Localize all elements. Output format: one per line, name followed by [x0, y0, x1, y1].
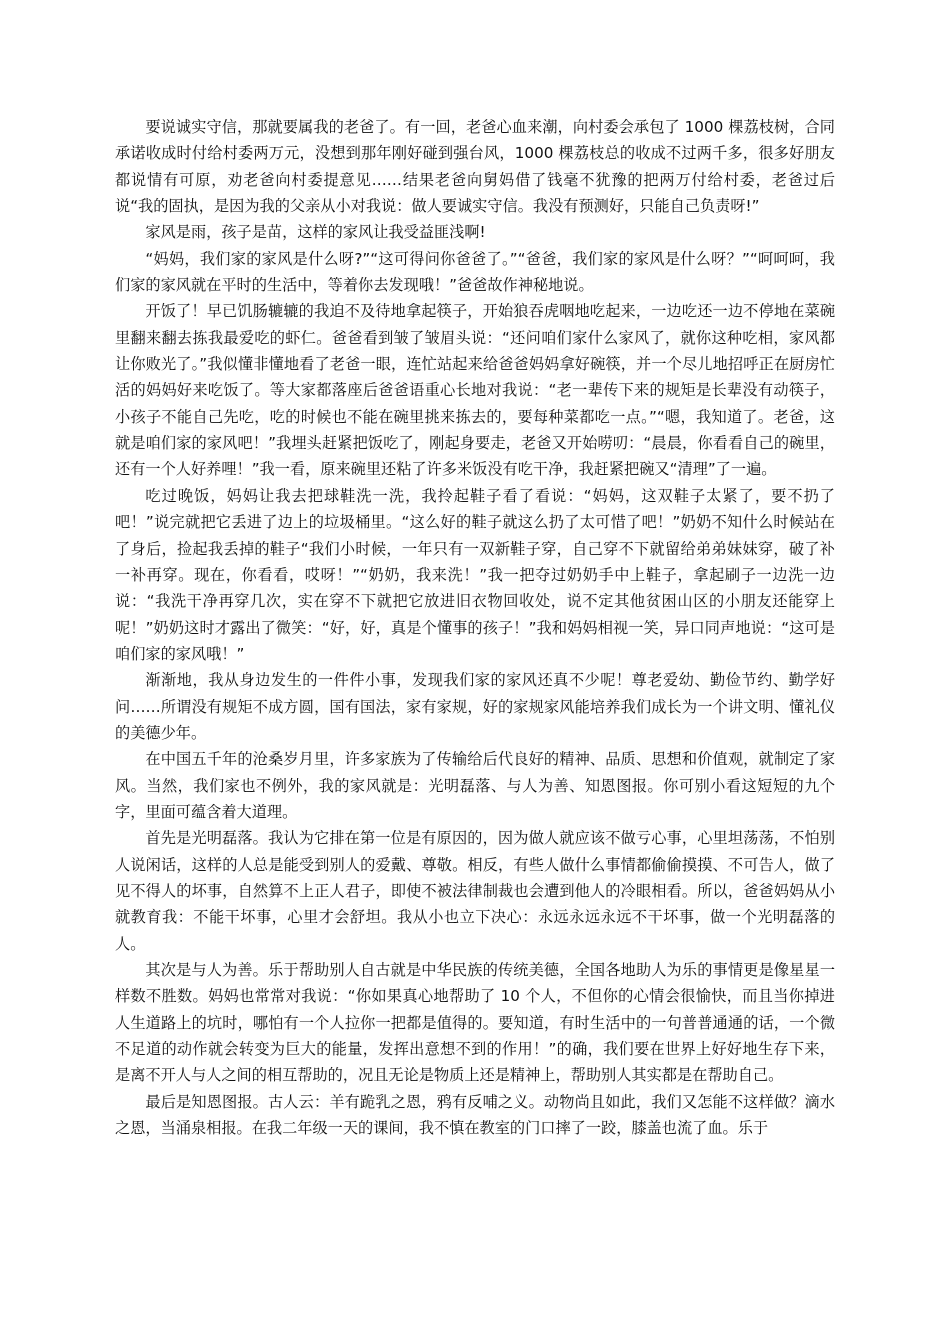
paragraph-dinner: 开饭了！早已饥肠辘辘的我迫不及待地拿起筷子，开始狼吞虎咽地吃起来，一边吃还一边不停地在菜碗里翻来翻去拣我最爱吃的虾仁。爸爸看到皱了皱眉头说：“还问咱们家什么家风了，就你这种吃相，家风都让你败光了。”我似懂非懂地看了老爸一眼，连忙站起来给爸爸妈妈拿好碗筷，并一个尽儿地招呼正在厨房忙活的妈妈好来吃饭了。等大家都落座后爸爸语重心长地对我说：“老一辈传下来的规矩是长辈没有动筷子，小孩子不能自己先吃，吃的时候也不能在碗里挑来拣去的，要每种菜都吃一点。”“嗯，我知道了。老爸，这就是咱们家的家风吧！”我埋头赶紧把饭吃了，刚起身要走，老爸又开始唠叨：“晨晨，你看看自己的碗里，还有一个人好养哩！”我一看，原来碗里还粘了许多米饭没有吃干净，我赶紧把碗又“清理”了一遍。 — [115, 302, 835, 479]
paragraph-five-thousand-years: 在中国五千年的沧桑岁月里，许多家族为了传输给后代良好的精神、品质、思想和价值观，就制定了家风。当然，我们家也不例外，我的家风就是：光明磊落、与人为善、知恩图报。你可别小看这短短的九个字，里面可蕴含着大道理。 — [115, 750, 835, 821]
paragraph-gradually: 渐渐地，我从身边发生的一件件小事，发现我们家的家风还真不少呢！尊老爱幼、勤俭节约、勤学好问……所谓没有规矩不成方圆，国有国法，家有家规，好的家规家风能培养我们成长为一个讲文明、懂礼仪的美德少年。 — [115, 671, 835, 742]
paragraph-dialogue-family-tradition: “妈妈，我们家的家风是什么呀?”“这可得问你爸爸了。”“爸爸，我们家的家风是什么呀？”“呵呵呵，我们家的家风就在平时的生活中，等着你去发现哦！”爸爸故作神秘地说。 — [115, 249, 835, 295]
paragraph-gratitude: 最后是知恩图报。古人云：羊有跪乳之恩，鸦有反哺之义。动物尚且如此，我们又怎能不这样做？滴水之恩，当涌泉相报。在我二年级一天的课间，我不慎在教室的门口摔了一跤，膝盖也流了血。乐于 — [115, 1092, 835, 1138]
paragraph-shoes: 吃过晚饭，妈妈让我去把球鞋洗一洗，我拎起鞋子看了看说：“妈妈，这双鞋子太紧了，要不扔了吧！”说完就把它丢进了边上的垃圾桶里。“这么好的鞋子就这么扔了太可惜了吧！”奶奶不知什么时候站在了身后，捡起我丢掉的鞋子“我们小时候，一年只有一双新鞋子穿，自己穿不下就留给弟弟妹妹穿，破了补一补再穿。现在，你看看，哎呀！”“奶奶，我来洗！”我一把夺过奶奶手中上鞋子，拿起刷子一边洗一边说：“我洗干净再穿几次，实在穿不下就把它放进旧衣物回收处，说不定其他贫困山区的小朋友还能穿上呢！”奶奶这时才露出了微笑：“好，好，真是个懂事的孩子！”我和妈妈相视一笑，异口同声地说：“这可是咱们家的家风哦！” — [115, 486, 835, 663]
paragraph-kindness: 其次是与人为善。乐于帮助别人自古就是中华民族的传统美德，全国各地助人为乐的事情更是像星星一样数不胜数。妈妈也常常对我说：“你如果真心地帮助了 10 个人，不但你的心情会很愉快，而且当你掉进人生道路上的坑时，哪怕有一个人拉你一把都是值得的。要知道，有时生活中的一句普普通通的话，一个微不足道的动作就会转变为巨大的能量，发挥出意想不到的作用！”的确，我们要在世界上好好地生存下来，是离不开人与人之间的相互帮助的，况且无论是物质上还是精神上，帮助别人其实都是在帮助自己。 — [115, 961, 835, 1085]
paragraph-honesty: 要说诚实守信，那就要属我的老爸了。有一回，老爸心血来潮，向村委会承包了 1000 棵荔枝树，合同承诺收成时付给村委两万元，没想到那年刚好碰到强台风，1000 棵荔枝总的收成不过两千多，很多好朋友都说情有可原，劝老爸向村委提意见……结果老爸向舅妈借了钱毫不犹豫的把两万付给村委，老爸过后说“我的固执，是因为我的父亲从小对我说：做人要诚实守信。我没有预测好，只能自己负责呀!” — [115, 118, 835, 216]
paragraph-family-rain: 家风是雨，孩子是苗，这样的家风让我受益匪浅啊! — [145, 223, 486, 242]
paragraph-upright: 首先是光明磊落。我认为它排在第一位是有原因的，因为做人就应该不做亏心事，心里坦荡荡，不怕别人说闲话，这样的人总是能受到别人的爱戴、尊敬。相反，有些人做什么事情都偷偷摸摸、不可告人，做了见不得人的坏事，自然算不上正人君子，即使不被法律制裁也会遭到他人的冷眼相看。所以，爸爸妈妈从小就教育我：不能干坏事，心里才会舒坦。我从小也立下决心：永远永远永远不干坏事，做一个光明磊落的人。 — [115, 829, 835, 953]
document-body — [115, 114, 835, 1141]
